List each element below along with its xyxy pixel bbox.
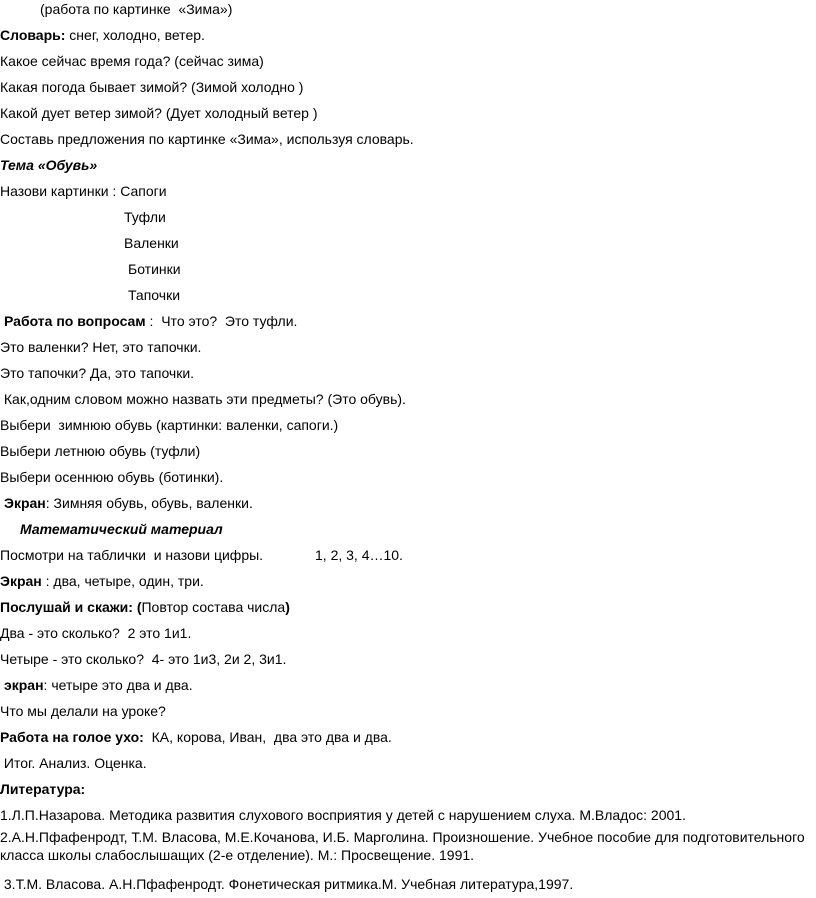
ear-work-text: КА, корова, Иван, два это два и два. (143, 729, 392, 745)
math-heading: Математический материал (20, 521, 223, 537)
questions-work-text: : Что это? Это туфли. (145, 313, 298, 329)
dialog-line: Это тапочки? Да, это тапочки. (0, 365, 195, 381)
task-line: Выбери летнюю обувь (туфли) (0, 443, 201, 459)
screen-line (4, 495, 253, 511)
topic-heading: Тема «Обувь» (0, 157, 98, 173)
word-item: Туфли (124, 209, 166, 225)
dialog-line: Как,одним словом можно назвать эти предметы? (Это обувь). (0, 391, 406, 407)
screen-label: Экран (4, 495, 46, 511)
ear-work-line (0, 729, 392, 745)
questions-work-line (4, 313, 297, 329)
vocabulary-label: Словарь: (0, 27, 66, 43)
lesson-part-title: (работа по картинке «Зима») (40, 1, 233, 17)
vocabulary-line (0, 27, 205, 43)
numbers-range: 1, 2, 3, 4…10. (315, 547, 403, 563)
dialog-line: Два - это сколько? 2 это 1и1. (0, 625, 192, 641)
summary-line: Итог. Анализ. Оценка. (0, 755, 147, 771)
word-item: Валенки (124, 235, 179, 251)
reference-item: 1.Л.П.Назарова. Методика развития слухового восприятия у детей с нарушением слуха. М.Владос: 2001. (0, 807, 686, 823)
ear-work-label: Работа на голое ухо: (0, 729, 144, 745)
screen-label: экран (4, 677, 44, 693)
dialog-line: Это валенки? Нет, это тапочки. (0, 339, 202, 355)
question-lesson: Что мы делали на уроке? (0, 703, 166, 719)
vocabulary-words: снег, холодно, ветер. (65, 27, 205, 43)
question-wind: Какой дует ветер зимой? (Дует холодный ветер ) (0, 105, 318, 121)
question-season: Какое сейчас время года? (сейчас зима) (0, 53, 264, 69)
screen-label: Экран (0, 573, 42, 589)
reference-item: 3.Т.М. Власова. А.Н.Пфафенродт. Фонетическая ритмика.М. Учебная литература,1997. (0, 876, 574, 892)
question-weather: Какая погода бывает зимой? (Зимой холодно ) (0, 79, 304, 95)
listen-and-say-label: Послушай и скажи: ( (0, 599, 142, 615)
task-line: Выбери зимнюю обувь (картинки: валенки, сапоги.) (0, 417, 339, 433)
task-line: Выбери осеннюю обувь (ботинки). (0, 469, 224, 485)
word-item: Ботинки (128, 261, 181, 277)
screen-text: : Зимняя обувь, обувь, валенки. (45, 495, 253, 511)
dialog-line: Четыре - это сколько? 4- это 1и3, 2и 2, 3и1. (0, 651, 287, 667)
task-sentences: Составь предложения по картинке «Зима», используя словарь. (0, 131, 414, 147)
listen-and-say-end: ) (285, 599, 290, 615)
screen-line (4, 677, 193, 693)
word-item: Тапочки (128, 287, 181, 303)
screen-line (0, 573, 204, 589)
reference-item: 2.А.Н.Пфафенродт, Т.М. Власова, М.Е.Кочанова, И.Б. Марголина. Произношение. Учебное пособие для подготовительного класса школы слабослышащих (2-е отделение). М.: Просвещение. 1991. (0, 829, 805, 863)
math-task-line: Посмотри на таблички и назови цифры. (0, 547, 264, 563)
name-pictures-line: Назови картинки : Сапоги (0, 183, 167, 199)
questions-work-label: Работа по вопросам (4, 313, 146, 329)
screen-text: : четыре это два и два. (43, 677, 193, 693)
listen-and-say-text: Повтор состава числа (141, 599, 286, 615)
screen-text: : два, четыре, один, три. (41, 573, 204, 589)
listen-and-say-line (0, 599, 290, 615)
literature-heading: Литература: (0, 781, 86, 797)
